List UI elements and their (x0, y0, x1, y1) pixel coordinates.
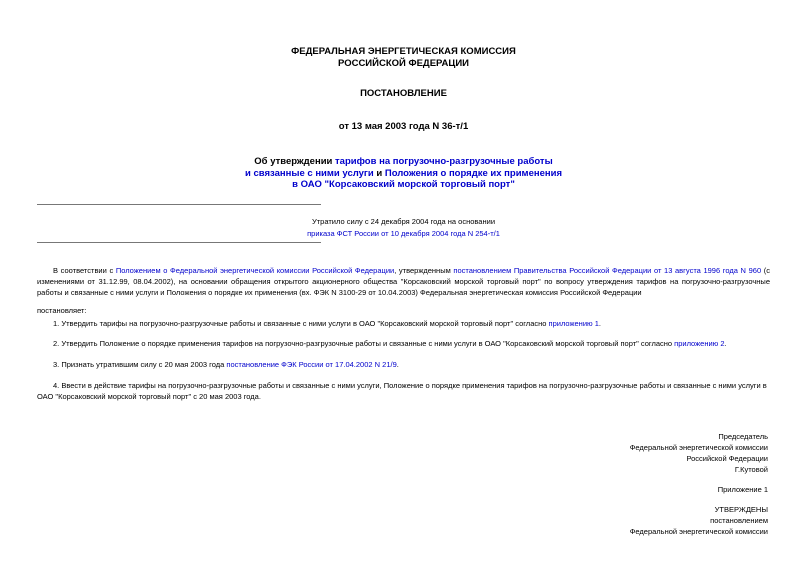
fek-regulation-link[interactable]: Положением о Федеральной энергетической комиссии Российской Федерации (115, 266, 395, 275)
subject-conjunction: и (373, 167, 385, 179)
item-2-text: 2. Утвердить Положение о порядке применения тарифов на погрузочно-разгрузочные работы и связанные с ними услуги в ОАО "Корсаковский морской торговый порт" согласно (53, 339, 675, 348)
divider-top (37, 204, 321, 205)
approved-line-3: Федеральной энергетической комиссии (629, 527, 768, 536)
organization-line-2: РОССИЙСКОЙ ФЕДЕРАЦИИ (337, 58, 469, 69)
item-3-text: 3. Признать утратившим силу с 20 мая 2003 года (53, 360, 227, 369)
regulation-link[interactable]: Положения о порядке их применения (384, 167, 563, 179)
appendix-2-link[interactable]: приложению 2 (674, 339, 725, 348)
signature-line-3: Российской Федерации (686, 454, 768, 463)
repeal-note (0, 216, 807, 240)
item-4: 4. Ввести в действие тарифы на погрузочно-разгрузочные работы и связанные с ними услуги, Положение о порядке применения тарифов на погрузочно-разгрузочные работы и связанные с ними услуги в ОАО "Корсаковский морской торговый порт" с 20 мая 2003 года. (37, 381, 767, 402)
item-3 (37, 359, 770, 370)
subject-text: Об утверждении (254, 156, 336, 167)
item-3-end: . (396, 360, 399, 369)
organization-line-1: ФЕДЕРАЛЬНАЯ ЭНЕРГЕТИЧЕСКАЯ КОМИССИЯ (291, 46, 516, 57)
document-date: от 13 мая 2003 года N 36-т/1 (338, 121, 469, 132)
preamble-text-1: В соответствии с (53, 266, 116, 275)
repeal-note-text: Утратило силу с 24 декабря 2004 года на основании (311, 217, 496, 226)
item-2-end: . (724, 339, 727, 348)
port-link[interactable]: в ОАО "Корсаковский морской торговый порт" (292, 179, 515, 190)
appendix-label: Приложение 1 (717, 485, 768, 494)
subject-line-3 (0, 179, 807, 191)
government-decree-link[interactable]: постановлением Правительства Российской Федерации от 13 августа 1996 года N 960 (453, 266, 762, 275)
approved-heading: УТВЕРЖДЕНЫ (714, 505, 768, 514)
organization-title (0, 46, 807, 70)
decrees-word: постановляет: (37, 306, 87, 315)
preamble-text-2: , утвержденным (394, 266, 454, 275)
subject-line-2 (0, 168, 807, 180)
subject-line-1 (0, 156, 807, 168)
fst-order-link[interactable]: приказа ФСТ России от 10 декабря 2004 года N 254-т/1 (307, 229, 500, 238)
item-1-end: . (598, 319, 601, 328)
tariffs-link[interactable]: тарифов на погрузочно-разгрузочные работы (335, 156, 553, 167)
services-link[interactable]: и связанные с ними услуги (244, 167, 374, 179)
signatory-name: Г.Кутовой (734, 465, 768, 474)
document-type: ПОСТАНОВЛЕНИЕ (360, 88, 447, 99)
preamble-paragraph (37, 265, 770, 299)
signature-line-1: Председатель (718, 432, 768, 441)
preamble-text-3: (с изменениями от 31.12.99, 08.04.2002), на основании обращения открытого акционерного общества "Корсаковский морской торговый порт" по вопросу утверждения тарифов на погрузочно-разгрузочные работы и связанные с ними услуги и Положения о порядке их применения (вх. ФЭК N 3100-29 от 10.04.2003) Федеральная энергетическая комиссия Российской Федерации (37, 266, 771, 298)
signature-block (630, 431, 768, 475)
appendix-1-link[interactable]: приложению 1 (548, 319, 599, 328)
item-2 (37, 338, 770, 349)
approved-line-2: постановлением (710, 516, 768, 525)
item-1-text: 1. Утвердить тарифы на погрузочно-разгрузочные работы и связанные с ними услуги в ОАО "Корсаковский морской торговый порт" согласно (53, 319, 549, 328)
fek-decree-link[interactable]: постановление ФЭК России от 17.04.2002 N 21/9 (226, 360, 397, 369)
approval-block (630, 504, 768, 537)
signature-line-2: Федеральной энергетической комиссии (629, 443, 768, 452)
divider-bottom (37, 242, 321, 243)
item-1 (37, 318, 770, 329)
document-subject (0, 156, 807, 191)
